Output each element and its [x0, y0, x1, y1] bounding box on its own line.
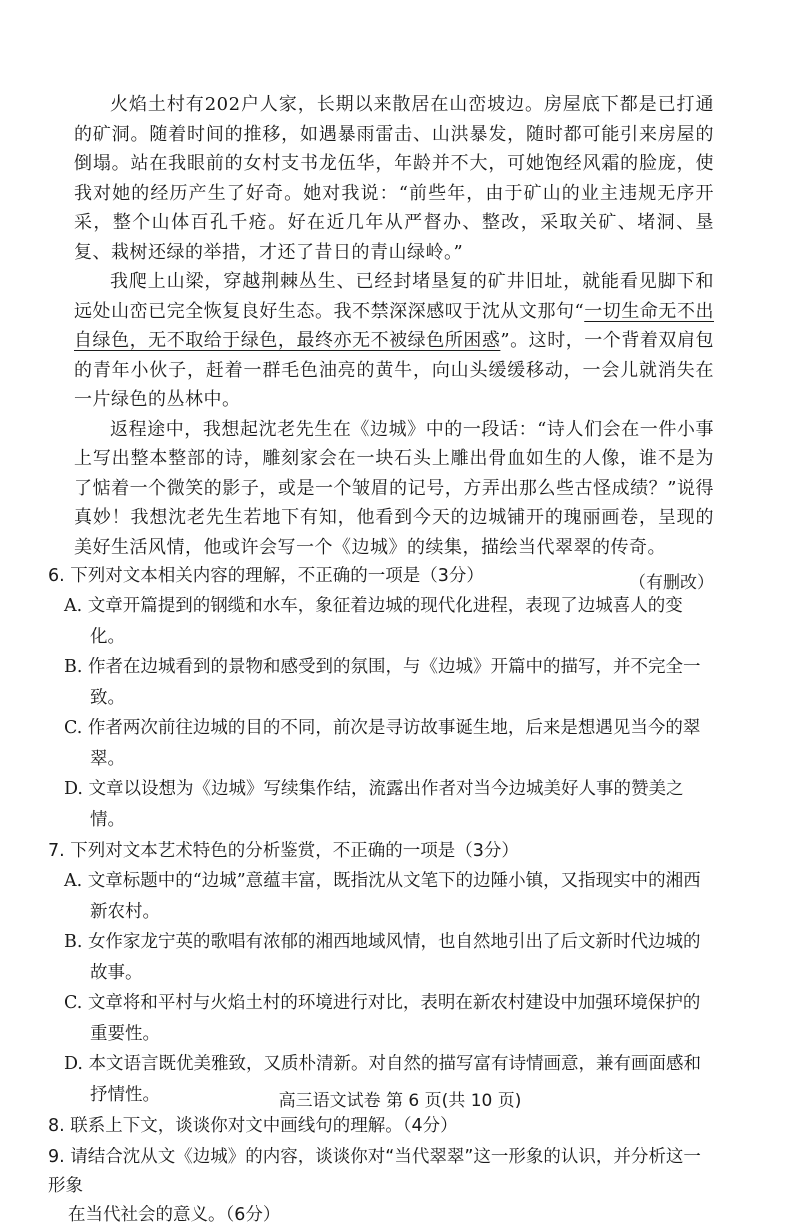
passage-paragraph-3: 返程途中，我想起沈老先生在《边城》中的一段话：“诗人们会在一件小事上写出整本整部的诗，雕刻家会在一块石头上雕出骨血如生的人像，谁不是为了惦着一个微笑的影子，或是一个皱眉的记号，方弄出那么些古怪成绩？”说得真妙！我想沈老先生若地下有知，他看到今天的边城铺开的瑰丽画卷，呈现的美好生活风情，他或许会写一个《边城》的续集，描绘当代翠翠的传奇。: [74, 418, 714, 558]
question-7-option-a: A. 文章标题中的“边城”意蕴丰富，既指沈从文笔下的边陲小镇，又指现实中的湘西新农村。: [64, 871, 701, 922]
question-7-option-c: C. 文章将和平村与火焰土村的环境进行对比，表明在新农村建设中加强环境保护的重要性。: [64, 993, 701, 1044]
question-7-option-b: B. 女作家龙宁英的歌唱有浓郁的湘西地域风情，也自然地引出了后文新时代边城的故事。: [64, 932, 701, 983]
question-6-option-c: C. 作者两次前往边城的目的不同，前次是寻访故事诞生地，后来是想遇见当今的翠翠。: [64, 718, 701, 769]
question-7-stem: 7. 下列对文本艺术特色的分析鉴赏，不正确的一项是（3分）: [48, 841, 519, 861]
question-6-option-a: A. 文章开篇提到的钢缆和水车，象征着边城的现代化进程，表现了边城喜人的变化。: [64, 596, 683, 647]
reading-passage: [74, 90, 714, 598]
question-6-option-b: B. 作者在边城看到的景物和感受到的氛围，与《边城》开篇中的描写，并不完全一致。: [64, 657, 701, 708]
page-footer: 高三语文试卷 第 6 页(共 10 页): [278, 1091, 522, 1111]
abridged-note: （有删改）: [629, 573, 714, 593]
question-section: [48, 560, 713, 1230]
question-8: 8. 联系上下文，谈谈你对文中画线句的理解。（4分）: [48, 1116, 458, 1136]
question-9-line-1: 9. 请结合沈从文《边城》的内容，谈谈你对“当代翠翠”这一形象的认识，并分析这一形象: [48, 1147, 701, 1196]
question-6-stem: 6. 下列对文本相关内容的理解，不正确的一项是（3分）: [48, 566, 484, 586]
question-9-line-2: 在当代社会的意义。（6分）: [68, 1205, 281, 1225]
underlined-sentence: 一切生命无不出自绿色，无不取给于绿色，最终亦无不被绿色所困惑: [74, 300, 715, 351]
question-6-option-d: D. 文章以设想为《边城》写续集作结，流露出作者对当今边城美好人事的赞美之情。: [64, 779, 684, 830]
passage-text: ”。这时，一个背着双肩包的青年小伙子，赶着一群毛色油亮的黄牛，向山头缓缓移动，一会儿就消失在一片绿色的丛林中。: [74, 330, 714, 410]
passage-paragraph-1: 火焰土村有202户人家，长期以来散居在山峦坡边。房屋底下都是已打通的矿洞。随着时间的推移，如遇暴雨雷击、山洪暴发，随时都可能引来房屋的倒塌。站在我眼前的女村支书龙伍华，年龄并不大，可她饱经风霜的脸庞，使我对她的经历产生了好奇。她对我说：“前些年，由于矿山的业主违规无序开采，整个山体百孔千疮。好在近几年从严督办、整改，采取关矿、堵洞、垦复、栽树还绿的举措，才还了昔日的青山绿岭。”: [74, 94, 714, 263]
passage-paragraph-2: [74, 267, 714, 415]
question-7-option-d: D. 本文语言既优美雅致，又质朴清新。对自然的描写富有诗情画意，兼有画面感和抒情性。: [64, 1054, 702, 1105]
passage-text: 我爬上山梁，穿越荆棘丛生、已经封堵垦复的矿井旧址，就能看见脚下和远处山峦已完全恢复良好生态。我不禁深深感叹于沈从文那句“: [74, 271, 714, 322]
